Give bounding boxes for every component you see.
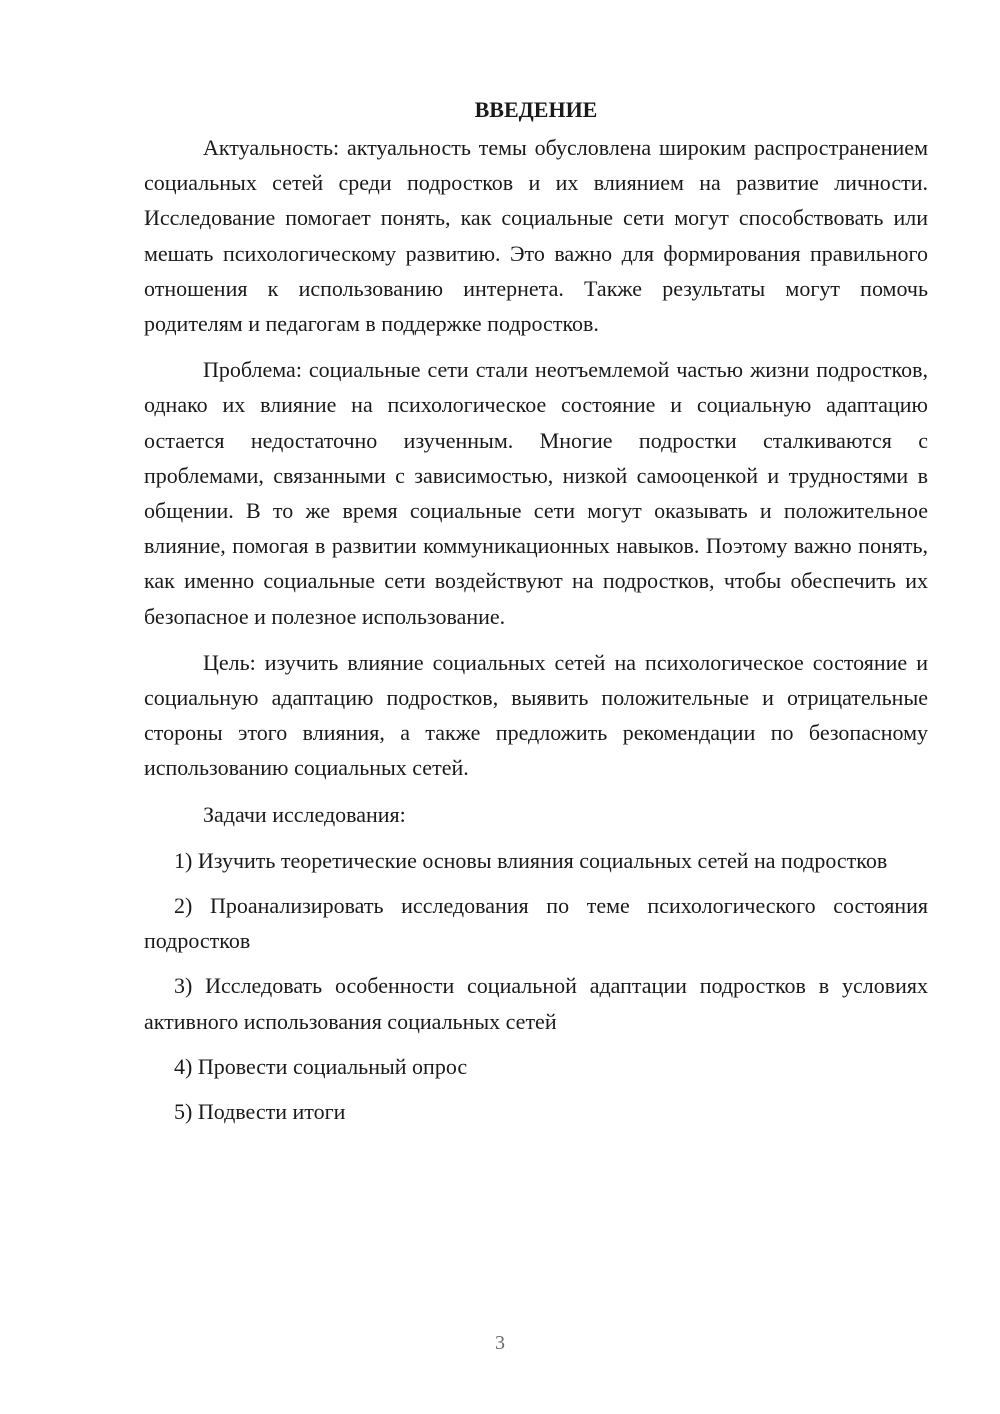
section-heading: ВВЕДЕНИЕ <box>474 97 598 122</box>
document-page <box>144 92 928 1139</box>
task-item-4: 4) Провести социальный опрос <box>174 1053 468 1079</box>
paragraph-relevance: Актуальность: актуальность темы обусловлена широким распространением социальных сетей среди подростков и их влиянием на развитие личности. Исследование помогает понять, как социальные сети могут способствовать или мешать психологическому развитию. Это важно для формирования правильного отношения к использованию интернета. Также результаты могут помочь родителям и педагогам в поддержке подростков. <box>144 135 928 337</box>
task-item-1: 1) Изучить теоретические основы влияния социальных сетей на подростков <box>174 847 888 873</box>
paragraph-problem: Проблема: социальные сети стали неотъемлемой частью жизни подростков, однако их влияние на психологическое состояние и социальную адаптацию остается недостаточно изученным. Многие подростки сталкиваются с проблемами, связанными с зависимостью, низкой самооценкой и трудностями в общении. В то же время социальные сети могут оказывать и положительное влияние, помогая в развитии коммуникационных навыков. Поэтому важно понять, как именно социальные сети воздействуют на подростков, чтобы обеспечить их безопасное и полезное использование. <box>144 357 928 629</box>
task-item-5: 5) Подвести итоги <box>174 1099 346 1125</box>
task-item-2: 2) Проанализировать исследования по теме психологического состояния подростков <box>144 893 928 954</box>
task-item-3: 3) Исследовать особенности социальной адаптации подростков в условиях активного использования социальных сетей <box>144 973 928 1034</box>
page-number: 3 <box>495 1332 505 1354</box>
paragraph-tasks-intro: Задачи исследования: <box>203 801 406 827</box>
paragraph-goal: Цель: изучить влияние социальных сетей на психологическое состояние и социальную адаптацию подростков, выявить положительные и отрицательные стороны этого влияния, а также предложить рекомендации по безопасному использованию социальных сетей. <box>144 649 928 781</box>
